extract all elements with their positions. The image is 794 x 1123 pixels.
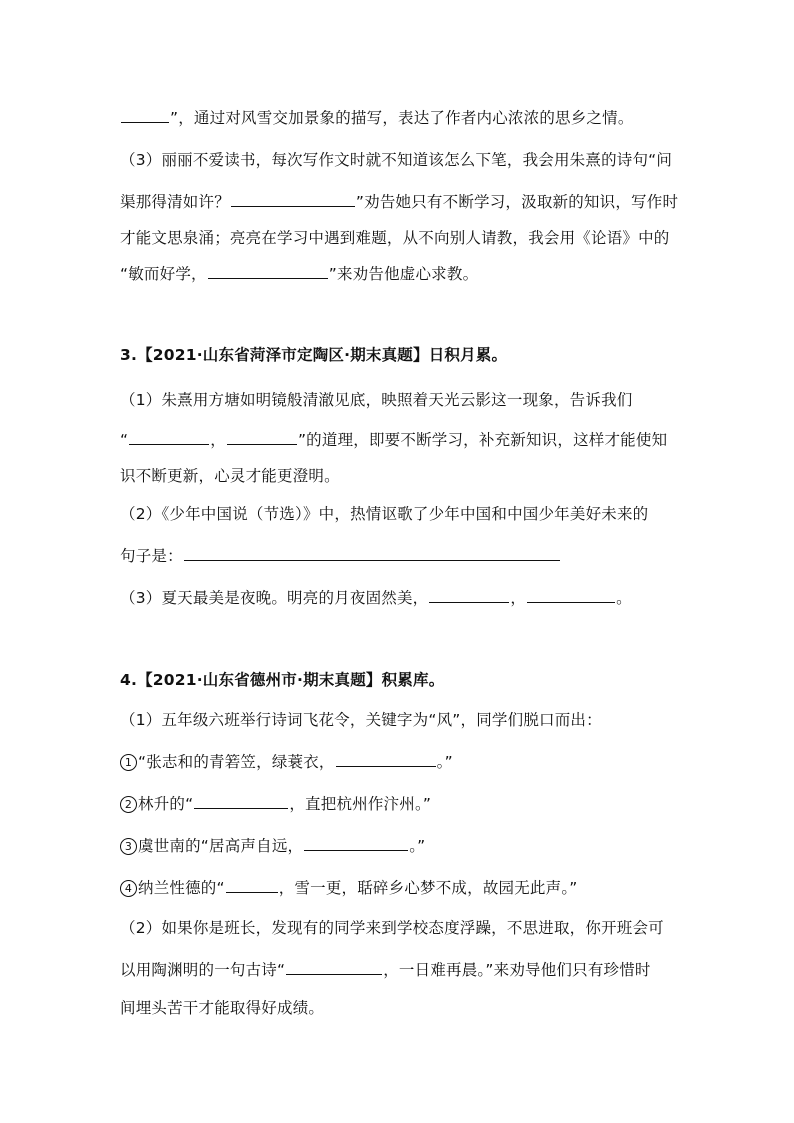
circled-number: 3	[120, 838, 137, 855]
poem-item: 3 虞世南的“居高声自远， 。”	[120, 836, 425, 856]
question-4-part-1: （1）五年级六班举行诗词飞花令，关键字为“风”，同学们脱口而出：	[120, 711, 602, 729]
text-line: “ ， ”的道理，即要不断学习，补充新知识，这样才能使知	[120, 431, 668, 449]
circled-number: 2	[120, 796, 137, 813]
text-line: 渠那得清如许？ ”劝告她只有不断学习，汲取新的知识，写作时	[120, 193, 679, 211]
poem-item: 4 纳兰性德的“ ，雪一更，聒碎乡心梦不成，故园无此声。”	[120, 878, 578, 898]
answer-blank[interactable]	[336, 752, 436, 767]
answer-blank[interactable]	[226, 878, 278, 893]
answer-blank[interactable]	[121, 108, 169, 123]
answer-blank[interactable]	[184, 546, 560, 561]
question-3-title: 3.【2021·山东省菏泽市定陶区·期末真题】日积月累。	[120, 346, 508, 364]
answer-blank[interactable]	[231, 192, 355, 207]
question-4-part-2: （2）如果你是班长，发现有的同学来到学校态度浮躁，不思进取，你开班会可	[120, 919, 664, 937]
text-line: 句子是：	[120, 546, 561, 566]
text-line: “敏而好学， ”来劝告他虚心求教。	[120, 265, 479, 283]
poem-item: 1 “张志和的青箬笠，绿蓑衣， 。”	[120, 752, 453, 772]
question-3-part-2: （2）《少年中国说（节选）》中，热情讴歌了少年中国和中国少年美好未来的	[120, 505, 649, 523]
answer-blank[interactable]	[208, 264, 328, 279]
poem-item: 2 林升的“ ，直把杭州作汴州。”	[120, 794, 431, 814]
text-line: 识不断更新，心灵才能更澄明。	[120, 467, 340, 485]
text-line: 才能文思泉涌；亮亮在学习中遇到难题，从不向别人请教，我会用《论语》中的	[120, 229, 670, 247]
answer-blank[interactable]	[527, 588, 615, 603]
question-2-part-3: （3）丽丽不爱读书，每次写作文时就不知道该怎么下笔，我会用朱熹的诗句“问	[120, 151, 673, 169]
circled-number: 4	[120, 880, 137, 897]
answer-blank[interactable]	[129, 430, 209, 445]
question-3-part-3: （3）夏天最美是夜晚。明亮的月夜固然美， ， 。	[120, 589, 632, 607]
answer-blank[interactable]	[194, 794, 288, 809]
question-4-title: 4.【2021·山东省德州市·期末真题】积累库。	[120, 671, 445, 689]
text-line: 以用陶渊明的一句古诗“ ，一日难再晨。”来劝导他们只有珍惜时	[120, 961, 651, 979]
answer-blank[interactable]	[227, 430, 297, 445]
answer-blank[interactable]	[429, 588, 509, 603]
answer-blank[interactable]	[286, 960, 382, 975]
text-line: ”，通过对风雪交加景象的描写，表达了作者内心浓浓的思乡之情。	[120, 108, 634, 128]
text-line: 间埋头苦干才能取得好成绩。	[120, 999, 325, 1017]
circled-number: 1	[120, 754, 137, 771]
answer-blank[interactable]	[304, 836, 408, 851]
question-3-part-1: （1）朱熹用方塘如明镜般清澈见底，映照着天光云影这一现象，告诉我们	[120, 391, 633, 409]
